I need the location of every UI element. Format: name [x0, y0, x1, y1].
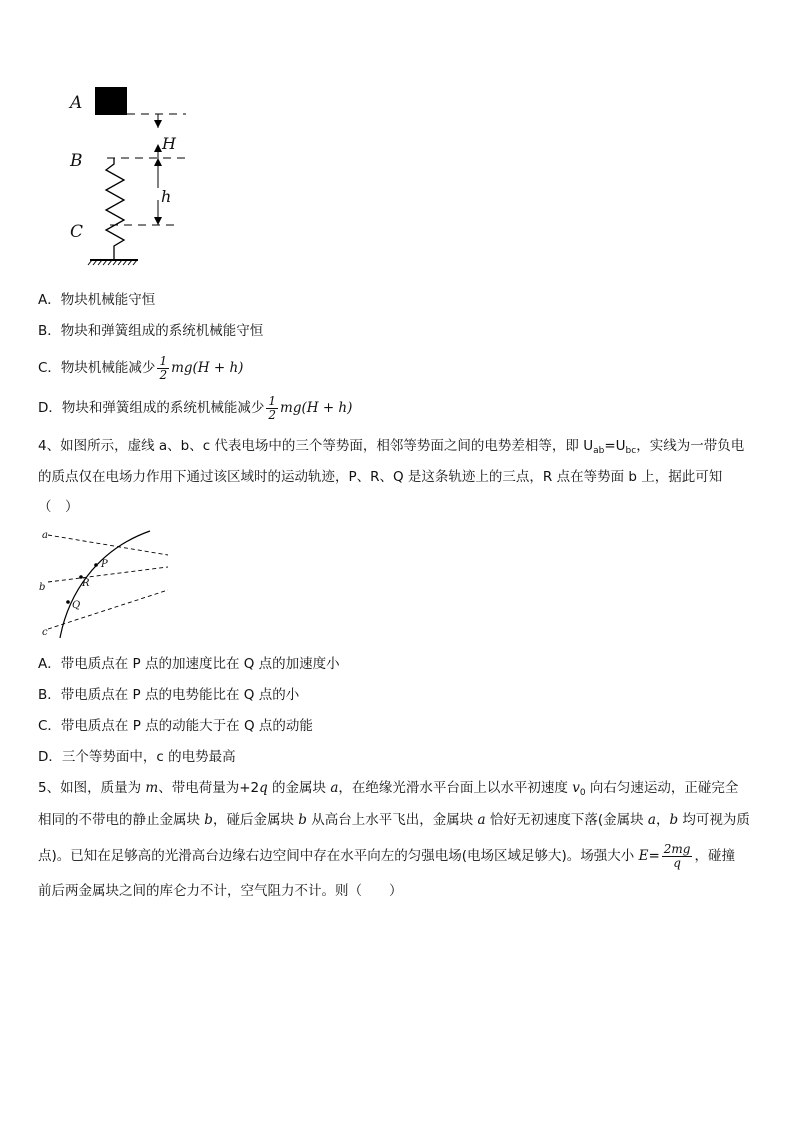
fig2-label-q: Q [72, 600, 81, 611]
q5-line1: 5、如图，质量为 m、带电荷量为+2q 的金属块 a，在绝缘光滑水平台面上以水平初速度 $v_0$ 向右匀速运动，正碰完全 [38, 780, 739, 798]
q4-stem-line3: （ ） [38, 499, 79, 515]
q3-option-b: B．物块和弹簧组成的系统机械能守恒 [38, 323, 264, 339]
q5-line4: 前后两金属块之间的库仑力不计，空气阻力不计。则（ ） [38, 883, 403, 899]
q3-option-c-text: C．物块机械能减少 [38, 360, 156, 376]
fig2-label-b: b [39, 582, 46, 593]
q3-option-d-text: D．物块和弹簧组成的系统机械能减少 [38, 400, 265, 416]
fig2-label-p: P [101, 559, 108, 570]
block-a [95, 87, 127, 115]
q4-option-b: B．带电质点在 P 点的电势能比在 Q 点的小 [38, 687, 300, 703]
q5-line2: 相同的不带电的静止金属块 b，碰后金属块 b 从高台上水平飞出，金属块 a 恰好无初速度下落(金属块 a，b 均可视为质 [38, 812, 750, 828]
fraction-half: $\frac{1}{2}$ [159, 353, 168, 382]
equipotential-c [48, 590, 168, 629]
fig2-label-r: R [82, 578, 90, 589]
label-a: A [70, 93, 83, 113]
label-c: C [70, 222, 84, 242]
q3-option-d-expr: mg(H + h) [280, 400, 353, 416]
q3-option-d [38, 393, 352, 423]
equipotential-b [48, 567, 168, 582]
q3-option-c [38, 353, 243, 383]
fraction-2mg-over-q: $\frac{2mg}{q}$ [663, 841, 691, 870]
q5-line3: 点)。已知在足够高的光滑高台边缘右边空间中存在水平向左的匀强电场(电场区域足够大)。场强大小 E= $\frac{2mg}{q}$ ，碰撞 [38, 841, 735, 870]
spring [106, 158, 124, 260]
q4-option-c: C．带电质点在 P 点的动能大于在 Q 点的动能 [38, 718, 313, 734]
q3-option-a: A．物块机械能守恒 [38, 292, 156, 308]
fig2-label-c: c [42, 627, 48, 638]
q4-stem-line1: 4、如图所示，虚线 a、b、c 代表电场中的三个等势面，相邻等势面之间的电势差相等，即 $U_{ab}=U_{bc}$，实线为一带负电 [38, 438, 745, 456]
trajectory [60, 531, 150, 638]
q3-option-c-expr: mg(H + h) [171, 360, 244, 376]
q4-stem-line2: 的质点仅在电场力作用下通过该区域时的运动轨迹，P、R、Q 是这条轨迹上的三点，R 点在等势面 b 上，据此可知 [38, 469, 723, 485]
q4-option-a: A．带电质点在 P 点的加速度比在 Q 点的加速度小 [38, 656, 340, 672]
equipotential-a [48, 535, 168, 555]
q4-option-d: D．三个等势面中，c 的电势最高 [38, 749, 236, 765]
fraction-half: $\frac{1}{2}$ [268, 393, 277, 422]
fig2-label-a: a [42, 530, 48, 541]
label-b: B [70, 151, 83, 171]
equipotential-figure [36, 525, 172, 643]
label-big-h: H [162, 134, 176, 153]
label-small-h: h [161, 187, 172, 206]
